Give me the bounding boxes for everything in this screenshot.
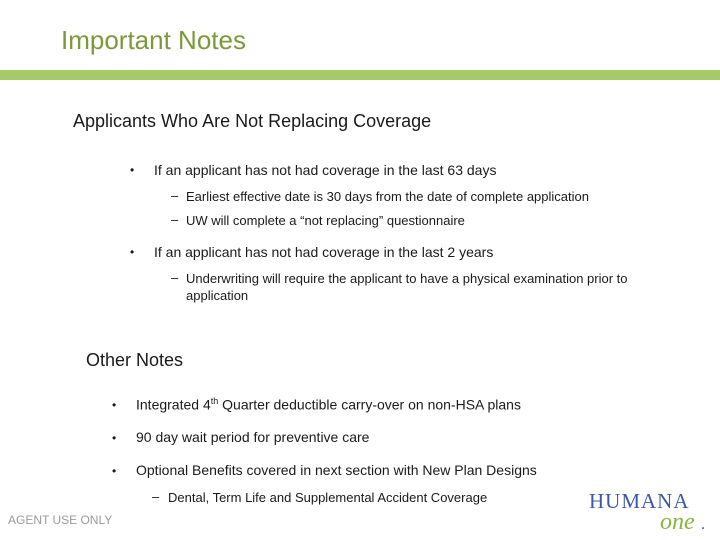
agent-use-only-footer: AGENT USE ONLY — [8, 513, 113, 527]
dash-marker: – — [171, 270, 179, 285]
bullet-63-days: If an applicant has not had coverage in the last 63 days — [154, 162, 497, 178]
svg-text:one: one — [660, 509, 695, 532]
section-heading-other-notes: Other Notes — [86, 350, 184, 370]
humana-one-logo — [588, 488, 712, 532]
bullet-marker: • — [112, 431, 117, 445]
sub-bullet-physical-exam: Underwriting will require the applicant to have a physical examination prior to application — [186, 271, 628, 303]
dash-marker: – — [152, 489, 160, 504]
bullet-2-years: If an applicant has not had coverage in the last 2 years — [154, 244, 494, 260]
bullet-marker: • — [130, 245, 135, 259]
sub-bullet-dental-life-accident: Dental, Term Life and Supplemental Accident Coverage — [168, 490, 488, 505]
bullet-optional-benefits: Optional Benefits covered in next section with New Plan Designs — [136, 462, 537, 478]
title-divider-bar — [0, 70, 720, 80]
bullet-marker: • — [112, 398, 117, 412]
sub-bullet-effective-date: Earliest effective date is 30 days from the date of complete application — [186, 189, 589, 204]
bullet-marker: • — [112, 464, 117, 478]
dash-marker: – — [171, 212, 179, 227]
bullet-marker: • — [130, 163, 135, 177]
bullet-wait-period: 90 day wait period for preventive care — [136, 429, 370, 445]
dash-marker: – — [171, 188, 179, 203]
svg-text:.: . — [701, 516, 705, 532]
svg-text:HUMANA: HUMANA — [589, 489, 690, 513]
bullet-deductible-carryover: Integrated 4th Quarter deductible carry-over on non-HSA plans — [136, 396, 521, 413]
slide-title: Important Notes — [61, 25, 246, 55]
sub-bullet-questionnaire: UW will complete a “not replacing” questionnaire — [186, 213, 465, 228]
section-heading-not-replacing: Applicants Who Are Not Replacing Coverage — [73, 111, 432, 131]
